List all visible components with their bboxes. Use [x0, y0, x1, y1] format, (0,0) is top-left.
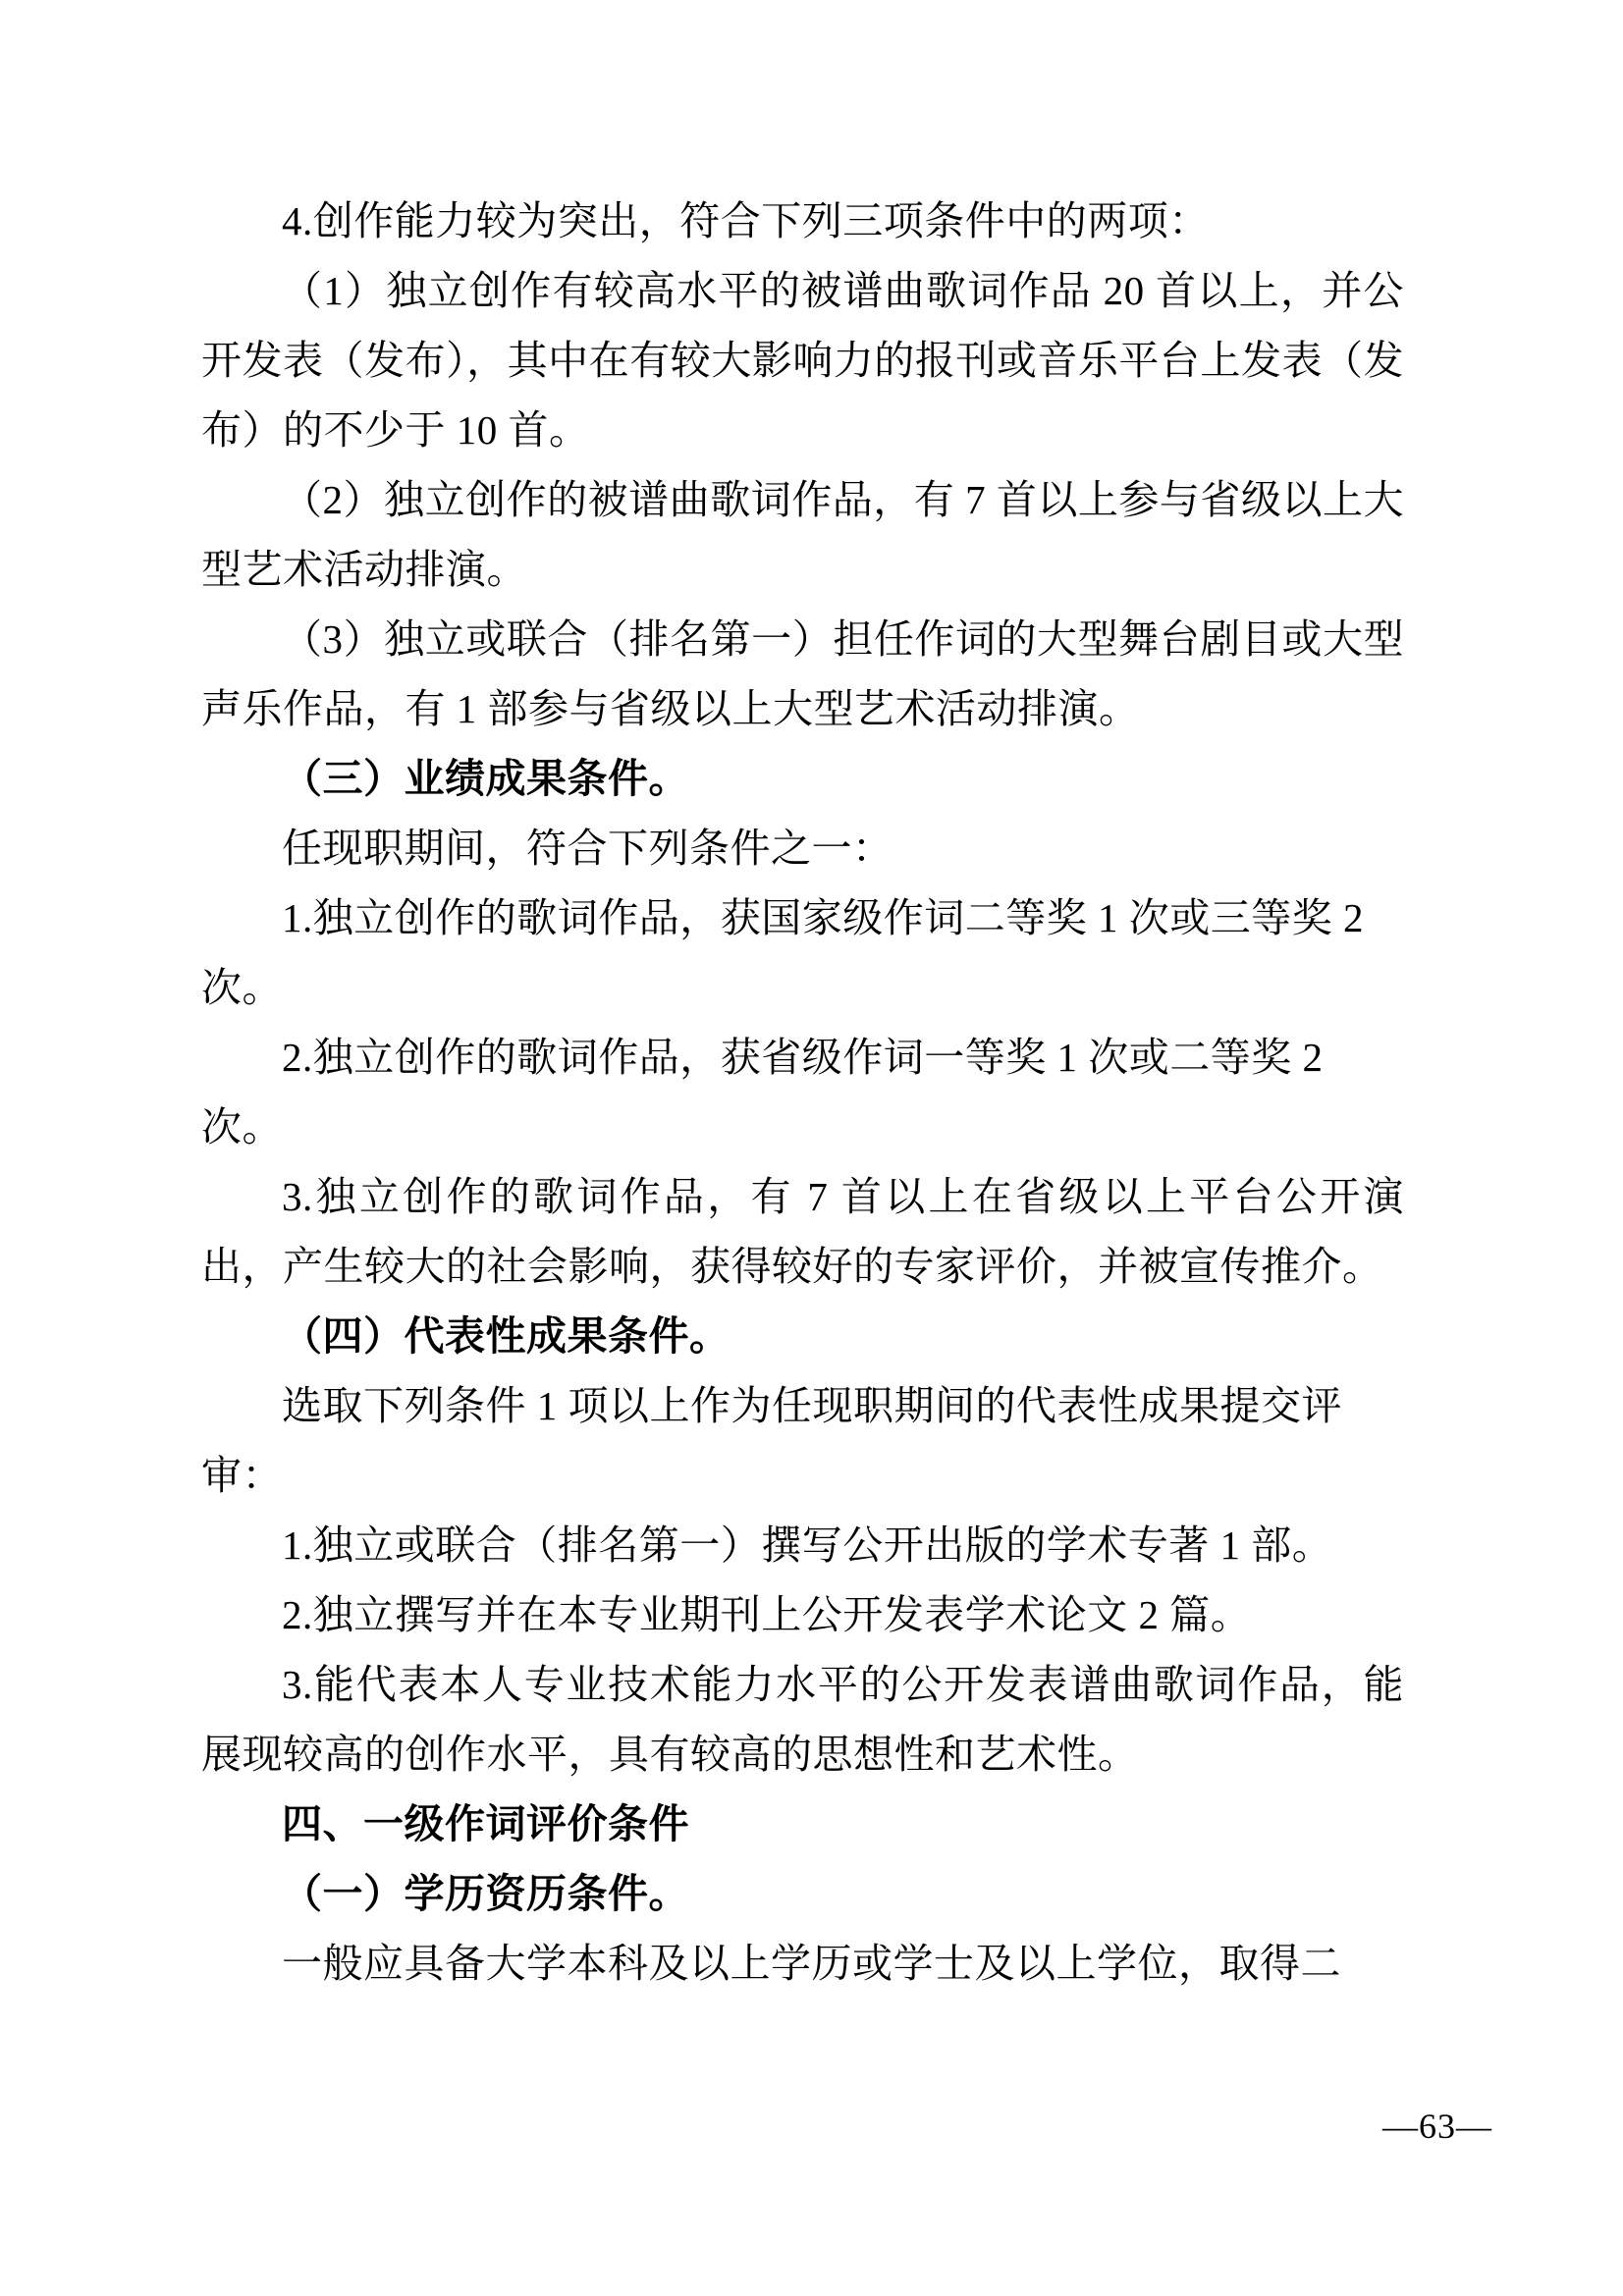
paragraph-item-4-1: （1）独立创作有较高水平的被谱曲歌词作品 20 首以上，并公开发表（发布），其中在有较大影响力的报刊或音乐平台上发表（发布）的不少于 10 首。 [201, 268, 1404, 453]
subheading-performance-conditions: （三）业绩成果条件。 [282, 756, 689, 801]
paragraph-performance-3: 3.独立创作的歌词作品，有 7 首以上在省级以上平台公开演出，产生较大的社会影响，获得较好的专家评价，并被宣传推介。 [201, 1174, 1404, 1289]
paragraph-education-1: 一般应具备大学本科及以上学历或学士及以上学位，取得二 [282, 1941, 1341, 1986]
page-number: —63— [1382, 2107, 1492, 2146]
paragraph-representative-2: 2.独立撰写并在本专业期刊上公开发表学术论文 2 篇。 [282, 1592, 1252, 1637]
paragraph-representative-3: 3.能代表本人专业技术能力水平的公开发表谱曲歌词作品，能展现较高的创作水平，具有较高的思想性和艺术性。 [201, 1662, 1404, 1777]
paragraph-performance-2: 2.独立创作的歌词作品，获省级作词一等奖 1 次或二等奖 2 次。 [201, 1035, 1324, 1149]
paragraph-item-4-2: （2）独立创作的被谱曲歌词作品，有 7 首以上参与省级以上大型艺术活动排演。 [201, 477, 1404, 592]
heading-section-four: 四、一级作词评价条件 [282, 1801, 689, 1846]
paragraph-performance-intro: 任现职期间，符合下列条件之一： [282, 826, 893, 871]
subheading-representative-results: （四）代表性成果条件。 [282, 1313, 730, 1359]
paragraph-representative-1: 1.独立或联合（排名第一）撰写公开出版的学术专著 1 部。 [282, 1522, 1333, 1568]
paragraph-item-4-3: （3）独立或联合（排名第一）担任作词的大型舞台剧目或大型声乐作品，有 1 部参与省级以上大型艺术活动排演。 [201, 616, 1404, 731]
paragraph-representative-intro: 选取下列条件 1 项以上作为任现职期间的代表性成果提交评审： [201, 1383, 1342, 1498]
paragraph-performance-1: 1.独立创作的歌词作品，获国家级作词二等奖 1 次或三等奖 2 次。 [201, 895, 1364, 1010]
page-content [201, 187, 1404, 1999]
subheading-education-conditions: （一）学历资历条件。 [282, 1871, 689, 1916]
paragraph-item-4: 4.创作能力较为突出，符合下列三项条件中的两项： [282, 198, 1210, 243]
